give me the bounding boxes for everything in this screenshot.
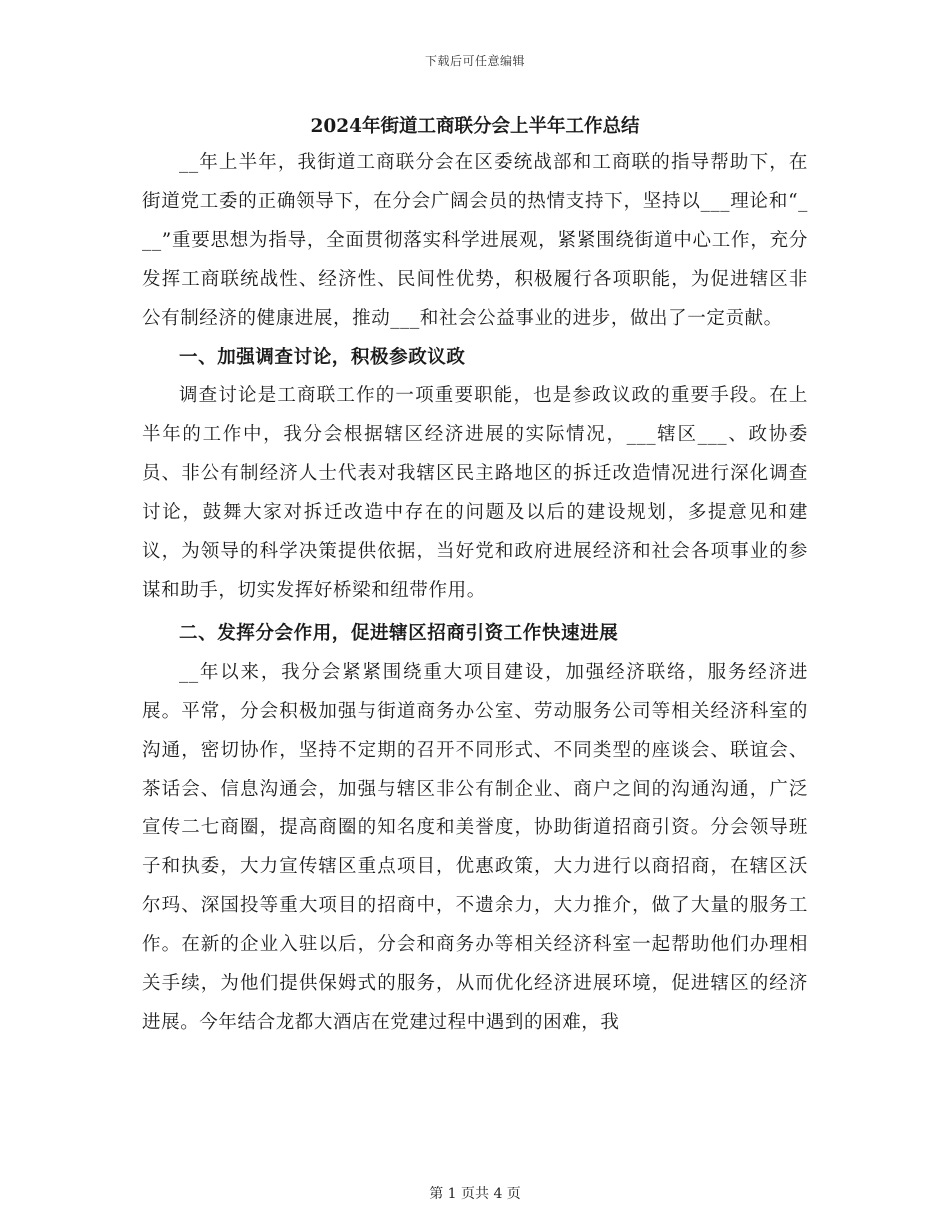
intro-paragraph: __年上半年，我街道工商联分会在区委统战部和工商联的指导帮助下，在街道党工委的正确领导下，在分会广阔会员的热情支持下，坚持以___理论和“___”重要思想为指导，全面贯彻落实科学进展观，紧紧围绕街道中心工作，充分发挥工商联统战性、经济性、民间性优势，积极履行各项职能，为促进辖区非公有制经济的健康进展，推动___和社会公益事业的进步，做出了一定贡献。 [142,152,808,329]
section-body-1: 调查讨论是工商联工作的一项重要职能，也是参政议政的重要手段。在上半年的工作中，我分会根据辖区经济进展的实际情况，___辖区___、政协委员、非公有制经济人士代表对我辖区民主路地区的拆迁改造情况进行深化调查讨论，鼓舞大家对拆迁改造中存在的问题及以后的建设规划，多提意见和建议，为领导的科学决策提供依据，当好党和政府进展经济和社会各项事业的参谋和助手，切实发挥好桥梁和纽带作用。 [142,385,808,601]
section-body-2: __年以来，我分会紧紧围绕重大项目建设，加强经济联络，服务经济进展。平常，分会积极加强与街道商务办公室、劳动服务公司等相关经济科室的沟通，密切协作，坚持不定期的召开不同形式、不同类型的座谈会、联谊会、茶话会、信息沟通会，加强与辖区非公有制企业、商户之间的沟通沟通，广泛宣传二七商圈，提高商圈的知名度和美誉度，协助街道招商引资。分会领导班子和执委，大力宣传辖区重点项目，优惠政策，大力进行以商招商，在辖区沃尔玛、深国投等重大项目的招商中，不遗余力，大力推介，做了大量的服务工作。在新的企业入驻以后，分会和商务办等相关经济科室一起帮助他们办理相关手续，为他们提供保姆式的服务，从而优化经济进展环境，促进辖区的经济进展。今年结合龙都大酒店在党建过程中遇到的困难，我 [142,661,808,1033]
document-body [142,112,808,1043]
section-heading-1: 一、加强调查讨论，积极参政议政 [179,346,466,368]
document-title: 2024年街道工商联分会上半年工作总结 [310,116,640,137]
section-heading-2: 二、发挥分会作用，促进辖区招商引资工作快速进展 [179,622,619,644]
header-note: 下载后可任意编辑 [424,54,525,68]
page-footer: 第 1 页共 4 页 [429,1186,521,1202]
